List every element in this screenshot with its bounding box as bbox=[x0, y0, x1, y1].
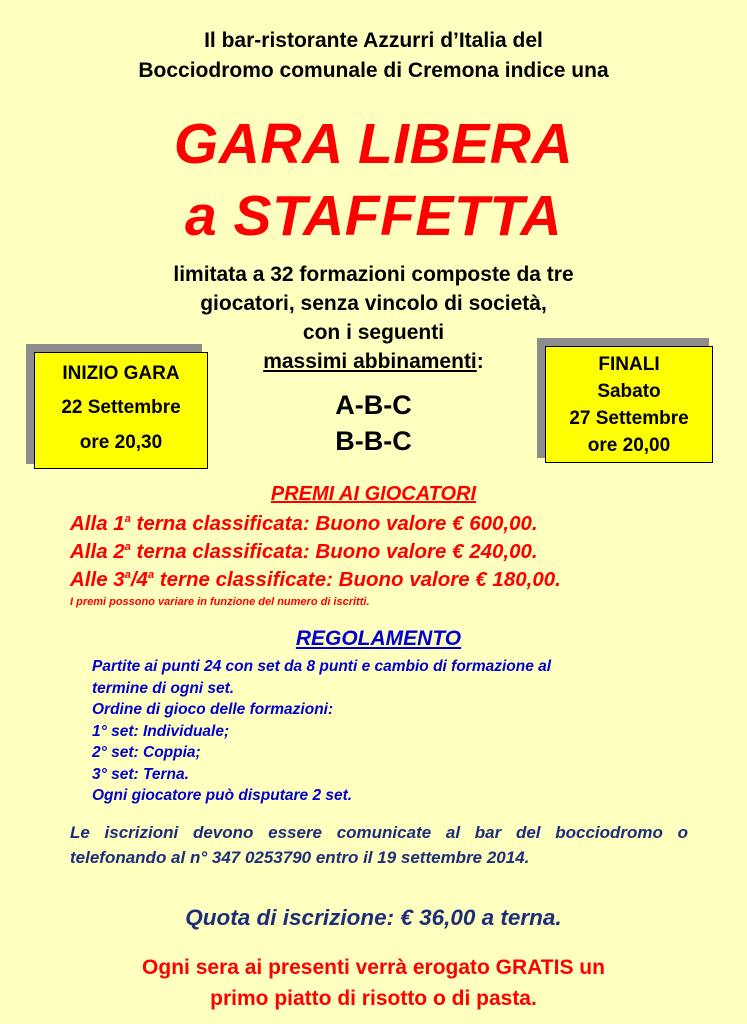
rules-line: Ogni giocatore può disputare 2 set. bbox=[92, 787, 353, 804]
limits-line-1: limitata a 32 formazioni composte da tre bbox=[173, 263, 574, 286]
rules-line: 2° set: Coppia; bbox=[92, 744, 201, 761]
limits-underlined: massimi abbinamenti bbox=[263, 350, 477, 373]
start-box-line-3: ore 20,30 bbox=[79, 432, 163, 453]
evening-line-2: primo piatto di risotto o di pasta. bbox=[210, 987, 537, 1010]
rules-line: 1° set: Individuale; bbox=[92, 722, 230, 740]
rules-heading: REGOLAMENTO bbox=[295, 627, 462, 650]
rules-line: Ordine di gioco delle formazioni: bbox=[92, 701, 334, 718]
finals-box bbox=[545, 346, 713, 463]
prize-row-3: Alle 3$^a$/4$^a$ terne classificate: Buono valore € 180,00. bbox=[70, 568, 561, 591]
prize-row-2: Alla 2$^a$ terna classificata: Buono valore € 240,00. bbox=[70, 540, 538, 563]
limits-line-3: con i seguenti bbox=[302, 321, 445, 344]
start-box bbox=[34, 352, 208, 469]
evening-line-1: Ogni sera ai presenti verrà erogato GRATIS un bbox=[142, 956, 605, 979]
fee-text: Quota di iscrizione: € 36,00 a terna. bbox=[185, 905, 562, 930]
finals-box-line-3: 27 Settembre bbox=[569, 408, 689, 429]
finals-box-line-2: Sabato bbox=[597, 381, 661, 402]
title-line-1: GARA LIBERA bbox=[173, 112, 574, 176]
registration-text: Le iscrizioni devono essere comunicate al bar del bocciodromo o telefonando al n° 347 0253790 entro il 19 settembre 2014. bbox=[70, 823, 688, 867]
combination-2: B-B-C bbox=[335, 426, 412, 456]
rules-line: termine di ogni set. bbox=[92, 679, 235, 697]
intro-line-1: Il bar-ristorante Azzurri d’Italia del bbox=[204, 29, 543, 52]
finals-box-line-4: ore 20,00 bbox=[587, 435, 671, 456]
title-line-2: a STAFFETTA bbox=[184, 184, 563, 248]
prizes-note: I premi possono variare in funzione del numero di iscritti. bbox=[70, 596, 370, 608]
rules-line: Partite ai punti 24 con set da 8 punti e cambio di formazione al bbox=[92, 658, 552, 675]
intro-line-2: Bocciodromo comunale di Cremona indice una bbox=[138, 59, 609, 82]
finals-box-line-1: FINALI bbox=[598, 354, 660, 375]
combination-1: A-B-C bbox=[335, 390, 412, 420]
rules-list bbox=[92, 656, 551, 807]
limits-line-2: giocatori, senza vincolo di società, bbox=[200, 292, 547, 315]
limits-colon: : bbox=[476, 350, 484, 373]
start-box-line-1: INIZIO GARA bbox=[62, 363, 180, 384]
rules-line: 3° set: Terna. bbox=[92, 765, 189, 783]
intro-text bbox=[0, 26, 747, 86]
start-box-line-2: 22 Settembre bbox=[61, 397, 181, 418]
prize-row-1: Alla 1$^a$ terna classificata: Buono valore € 600,00. bbox=[70, 512, 538, 535]
prizes-heading: PREMI AI GIOCATORI bbox=[270, 483, 477, 505]
evening-offer bbox=[0, 952, 747, 1014]
